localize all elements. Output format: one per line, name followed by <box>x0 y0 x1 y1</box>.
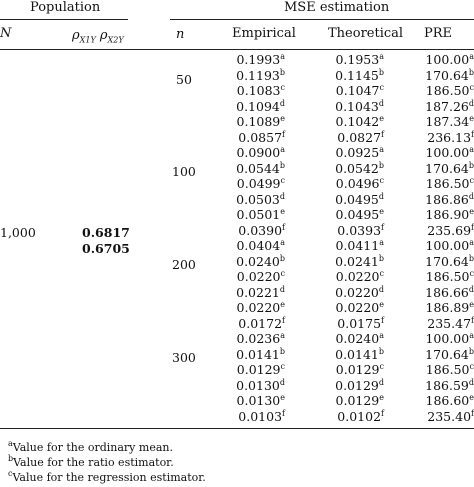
empirical-cell-value: 0.0503 <box>236 191 280 207</box>
empirical-cell-superscript: c <box>280 176 285 185</box>
footnote-text: Value for the ratio estimator. <box>13 456 174 469</box>
pre-cell-value: 187.26 <box>425 98 469 114</box>
theoretical-cell-value: 0.0241 <box>335 253 379 269</box>
pre-cell-value: 100.00 <box>425 145 470 160</box>
rho-x2y-value: 0.6705 <box>82 241 130 256</box>
header-bottom-rule <box>0 49 474 50</box>
pre-cell-value: 186.50 <box>425 83 470 98</box>
pre-cell <box>404 409 474 425</box>
empirical-cell-value: 0.1083 <box>236 83 281 98</box>
empirical-cell-superscript: a <box>280 238 285 247</box>
empirical-cell-value: 0.0404 <box>236 238 281 253</box>
column-header-pre: PRE <box>424 26 453 41</box>
theoretical-cell-superscript: e <box>379 300 384 309</box>
theoretical-cell-value: 0.0495 <box>335 207 380 222</box>
theoretical-cell <box>314 409 384 425</box>
empirical-cell <box>215 238 285 254</box>
theoretical-cell-superscript: e <box>379 114 384 123</box>
sample-size-label: 200 <box>172 257 196 272</box>
pre-cell-superscript: e <box>469 207 474 216</box>
pre-cell-value: 187.34 <box>425 114 470 129</box>
pre-cell <box>404 300 474 316</box>
pre-cell-value: 100.00 <box>425 52 470 67</box>
theoretical-cell <box>314 254 384 270</box>
empirical-cell-superscript: d <box>279 191 285 201</box>
empirical-cell-value: 0.0900 <box>236 145 281 160</box>
rho-x1y-symbol: $\rho_{X1Y}$ <box>72 28 96 45</box>
pre-cell-value: 186.90 <box>425 207 470 222</box>
footnote-mark: c <box>8 469 13 478</box>
theoretical-cell <box>314 285 384 301</box>
pre-cell-value: 186.50 <box>425 362 470 377</box>
theoretical-cell-value: 0.0496 <box>335 176 380 191</box>
empirical-cell-value: 0.0130 <box>236 377 280 393</box>
empirical-cell-superscript: a <box>280 145 285 154</box>
pre-cell-superscript: b <box>468 346 474 356</box>
empirical-cell-superscript: a <box>280 52 285 61</box>
empirical-cell-superscript: b <box>279 253 285 263</box>
theoretical-cell-superscript: c <box>379 176 384 185</box>
theoretical-cell-value: 0.0827 <box>337 129 382 145</box>
theoretical-cell-value: 0.1043 <box>335 98 379 114</box>
mse-header-rule <box>170 19 474 20</box>
empirical-cell <box>215 254 285 270</box>
empirical-cell <box>215 161 285 177</box>
empirical-cell <box>215 207 285 223</box>
population-header: Population <box>30 0 101 15</box>
theoretical-cell-superscript: f <box>381 315 384 325</box>
pre-cell-value: 170.64 <box>425 160 469 176</box>
pre-cell-value: 235.40 <box>427 408 472 424</box>
pre-cell <box>404 393 474 409</box>
empirical-cell <box>215 409 285 425</box>
theoretical-cell <box>314 114 384 130</box>
empirical-cell-superscript: b <box>279 160 285 170</box>
empirical-cell <box>215 300 285 316</box>
theoretical-cell-superscript: f <box>381 129 384 139</box>
theoretical-cell-superscript: a <box>379 238 384 247</box>
table-bottom-rule <box>0 428 474 429</box>
footnote-mark: b <box>8 454 14 463</box>
pre-cell <box>404 207 474 223</box>
empirical-cell <box>215 145 285 161</box>
column-header-theoretical: Theoretical <box>328 26 404 41</box>
theoretical-cell-value: 0.0542 <box>335 160 379 176</box>
empirical-cell <box>215 362 285 378</box>
empirical-cell-value: 0.0103 <box>238 408 283 424</box>
sample-size-label: 50 <box>176 72 192 87</box>
theoretical-cell-value: 0.0495 <box>335 191 379 207</box>
pre-cell <box>404 161 474 177</box>
pre-cell <box>404 192 474 208</box>
empirical-cell-value: 0.0857 <box>238 129 283 145</box>
theoretical-cell-superscript: f <box>381 222 384 232</box>
footnote <box>8 456 174 469</box>
theoretical-cell <box>314 83 384 99</box>
footnote-mark: a <box>8 439 13 448</box>
empirical-cell-value: 0.0499 <box>236 176 281 191</box>
pre-cell <box>404 331 474 347</box>
theoretical-cell-value: 0.0129 <box>335 393 380 408</box>
theoretical-cell-value: 0.0141 <box>335 346 379 362</box>
theoretical-cell <box>314 207 384 223</box>
theoretical-cell <box>314 300 384 316</box>
pre-cell-superscript: b <box>468 67 474 77</box>
empirical-cell-value: 0.0141 <box>236 346 280 362</box>
pre-cell-superscript: d <box>468 191 474 201</box>
theoretical-cell <box>314 176 384 192</box>
pre-cell-superscript: e <box>469 393 474 402</box>
theoretical-cell-superscript: d <box>378 98 384 108</box>
pre-cell-value: 235.69 <box>427 222 472 238</box>
pre-cell <box>404 68 474 84</box>
pre-cell-value: 235.47 <box>427 315 472 331</box>
theoretical-cell-value: 0.1047 <box>335 83 380 98</box>
empirical-cell-value: 0.1193 <box>236 67 280 83</box>
theoretical-cell-value: 0.0220 <box>335 300 380 315</box>
pre-cell <box>404 269 474 285</box>
pre-cell <box>404 238 474 254</box>
pre-cell <box>404 130 474 146</box>
theoretical-cell <box>314 331 384 347</box>
empirical-cell-value: 0.0240 <box>236 253 280 269</box>
pre-cell-value: 170.64 <box>425 253 469 269</box>
pre-cell-value: 100.00 <box>425 238 470 253</box>
empirical-cell <box>215 192 285 208</box>
theoretical-cell <box>314 393 384 409</box>
theoretical-cell-value: 0.0102 <box>337 408 382 424</box>
theoretical-cell <box>314 52 384 68</box>
pre-cell <box>404 347 474 363</box>
empirical-cell-value: 0.0220 <box>236 300 281 315</box>
pre-cell-superscript: e <box>469 114 474 123</box>
empirical-cell-superscript: e <box>280 300 285 309</box>
pre-cell-superscript: f <box>471 408 474 418</box>
pre-cell <box>404 176 474 192</box>
empirical-cell-superscript: e <box>280 393 285 402</box>
pre-cell-value: 186.66 <box>425 284 469 300</box>
empirical-cell-superscript: f <box>282 315 285 325</box>
pre-cell-superscript: a <box>469 52 474 61</box>
empirical-cell <box>215 347 285 363</box>
theoretical-cell-value: 0.1145 <box>335 67 379 83</box>
empirical-cell-value: 0.0236 <box>236 331 281 346</box>
theoretical-cell-superscript: b <box>378 253 384 263</box>
sample-size-label: 100 <box>172 164 196 179</box>
empirical-cell-superscript: e <box>280 207 285 216</box>
empirical-cell-value: 0.0172 <box>238 315 283 331</box>
empirical-cell <box>215 285 285 301</box>
theoretical-cell <box>314 223 384 239</box>
empirical-cell-value: 0.0544 <box>236 160 280 176</box>
theoretical-cell <box>314 192 384 208</box>
population-N-value: 1,000 <box>0 225 36 240</box>
pre-cell-value: 186.50 <box>425 176 470 191</box>
pre-cell-superscript: e <box>469 300 474 309</box>
theoretical-cell-value: 0.0393 <box>337 222 382 238</box>
pre-cell <box>404 99 474 115</box>
empirical-cell <box>215 378 285 394</box>
theoretical-cell-value: 0.0129 <box>335 377 379 393</box>
theoretical-cell <box>314 130 384 146</box>
empirical-cell <box>215 130 285 146</box>
pre-cell <box>404 316 474 332</box>
empirical-cell <box>215 176 285 192</box>
empirical-cell <box>215 68 285 84</box>
pre-cell <box>404 254 474 270</box>
pre-cell-superscript: f <box>471 129 474 139</box>
pre-cell-value: 186.59 <box>425 377 469 393</box>
footnote-text: Value for the ordinary mean. <box>12 441 173 454</box>
theoretical-cell-value: 0.1042 <box>335 114 380 129</box>
empirical-cell <box>215 223 285 239</box>
pre-cell-value: 100.00 <box>425 331 470 346</box>
theoretical-cell-superscript: f <box>381 408 384 418</box>
empirical-cell-value: 0.0501 <box>236 207 281 222</box>
theoretical-cell-superscript: c <box>379 83 384 92</box>
empirical-cell-value: 0.0130 <box>236 393 281 408</box>
pre-cell <box>404 145 474 161</box>
theoretical-cell-superscript: c <box>379 362 384 371</box>
column-header-empirical: Empirical <box>232 26 296 41</box>
column-header-n: n <box>176 27 185 42</box>
population-header-rule <box>0 19 128 20</box>
theoretical-cell-superscript: b <box>378 346 384 356</box>
empirical-cell <box>215 331 285 347</box>
empirical-cell-value: 0.1094 <box>236 98 280 114</box>
empirical-cell-superscript: c <box>280 269 285 278</box>
empirical-cell <box>215 393 285 409</box>
empirical-cell <box>215 316 285 332</box>
rho-x1y-value: 0.6817 <box>82 225 130 240</box>
empirical-cell-superscript: a <box>280 331 285 340</box>
pre-cell <box>404 52 474 68</box>
empirical-cell-superscript: c <box>280 362 285 371</box>
pre-cell-value: 170.64 <box>425 346 469 362</box>
pre-cell-superscript: c <box>469 362 474 371</box>
rho-x2y-symbol: $\rho_{X2Y}$ <box>99 28 124 45</box>
theoretical-cell-value: 0.0220 <box>335 284 379 300</box>
pre-cell-superscript: c <box>469 83 474 92</box>
theoretical-cell <box>314 316 384 332</box>
pre-cell-superscript: a <box>469 145 474 154</box>
theoretical-cell-superscript: e <box>379 207 384 216</box>
theoretical-cell <box>314 362 384 378</box>
theoretical-cell <box>314 269 384 285</box>
theoretical-cell-superscript: e <box>379 393 384 402</box>
theoretical-cell-superscript: d <box>378 284 384 294</box>
theoretical-cell <box>314 68 384 84</box>
pre-cell <box>404 83 474 99</box>
pre-cell-superscript: d <box>468 377 474 387</box>
empirical-cell-superscript: f <box>282 222 285 232</box>
theoretical-cell-superscript: a <box>379 331 384 340</box>
pre-cell-superscript: c <box>469 176 474 185</box>
theoretical-cell <box>314 347 384 363</box>
footnote <box>8 441 173 454</box>
empirical-cell-superscript: b <box>279 67 285 77</box>
empirical-cell <box>215 269 285 285</box>
empirical-cell <box>215 83 285 99</box>
empirical-cell-value: 0.1993 <box>236 52 281 67</box>
pre-cell-value: 170.64 <box>425 67 469 83</box>
pre-cell-value: 186.50 <box>425 269 470 284</box>
pre-cell-value: 186.60 <box>425 393 470 408</box>
empirical-cell <box>215 114 285 130</box>
theoretical-cell-value: 0.1953 <box>335 52 380 67</box>
theoretical-cell-value: 0.0411 <box>335 238 380 253</box>
pre-cell-superscript: d <box>468 98 474 108</box>
footnote-text: Value for the regression estimator. <box>12 471 206 484</box>
pre-cell-superscript: f <box>471 315 474 325</box>
empirical-cell-superscript: b <box>279 346 285 356</box>
empirical-cell-superscript: f <box>282 129 285 139</box>
empirical-cell-value: 0.0129 <box>236 362 281 377</box>
pre-cell-value: 186.86 <box>425 191 469 207</box>
mse-estimation-header: MSE estimation <box>284 0 390 15</box>
theoretical-cell-value: 0.0240 <box>335 331 380 346</box>
theoretical-cell <box>314 238 384 254</box>
pre-cell-value: 186.89 <box>425 300 470 315</box>
pre-cell-value: 236.13 <box>427 129 472 145</box>
column-header-N: N <box>0 26 12 41</box>
empirical-cell-value: 0.0220 <box>236 269 281 284</box>
empirical-cell-superscript: c <box>280 83 285 92</box>
column-header-rho <box>72 28 124 45</box>
pre-cell-superscript: a <box>469 331 474 340</box>
theoretical-cell-value: 0.0220 <box>335 269 380 284</box>
theoretical-cell <box>314 145 384 161</box>
pre-cell-superscript: d <box>468 284 474 294</box>
pre-cell <box>404 362 474 378</box>
theoretical-cell-superscript: d <box>378 377 384 387</box>
empirical-cell-superscript: d <box>279 377 285 387</box>
pre-cell <box>404 223 474 239</box>
theoretical-cell-value: 0.0129 <box>335 362 380 377</box>
pre-cell-superscript: b <box>468 253 474 263</box>
theoretical-cell-superscript: d <box>378 191 384 201</box>
empirical-cell <box>215 52 285 68</box>
footnote <box>8 471 206 484</box>
pre-cell <box>404 114 474 130</box>
theoretical-cell-superscript: c <box>379 269 384 278</box>
sample-size-label: 300 <box>172 350 196 365</box>
empirical-cell-superscript: f <box>282 408 285 418</box>
theoretical-cell <box>314 161 384 177</box>
theoretical-cell-superscript: a <box>379 52 384 61</box>
pre-cell <box>404 285 474 301</box>
theoretical-cell <box>314 378 384 394</box>
empirical-cell-value: 0.0390 <box>238 222 283 238</box>
empirical-cell-superscript: e <box>280 114 285 123</box>
theoretical-cell-superscript: b <box>378 67 384 77</box>
pre-cell-superscript: a <box>469 238 474 247</box>
theoretical-cell-superscript: b <box>378 160 384 170</box>
empirical-cell-superscript: d <box>279 98 285 108</box>
theoretical-cell-value: 0.0175 <box>337 315 382 331</box>
empirical-cell-value: 0.1089 <box>236 114 281 129</box>
empirical-cell-value: 0.0221 <box>236 284 280 300</box>
pre-cell-superscript: f <box>471 222 474 232</box>
pre-cell <box>404 378 474 394</box>
pre-cell-superscript: c <box>469 269 474 278</box>
theoretical-cell-superscript: a <box>379 145 384 154</box>
empirical-cell-superscript: d <box>279 284 285 294</box>
empirical-cell <box>215 99 285 115</box>
theoretical-cell-value: 0.0925 <box>335 145 380 160</box>
pre-cell-superscript: b <box>468 160 474 170</box>
theoretical-cell <box>314 99 384 115</box>
